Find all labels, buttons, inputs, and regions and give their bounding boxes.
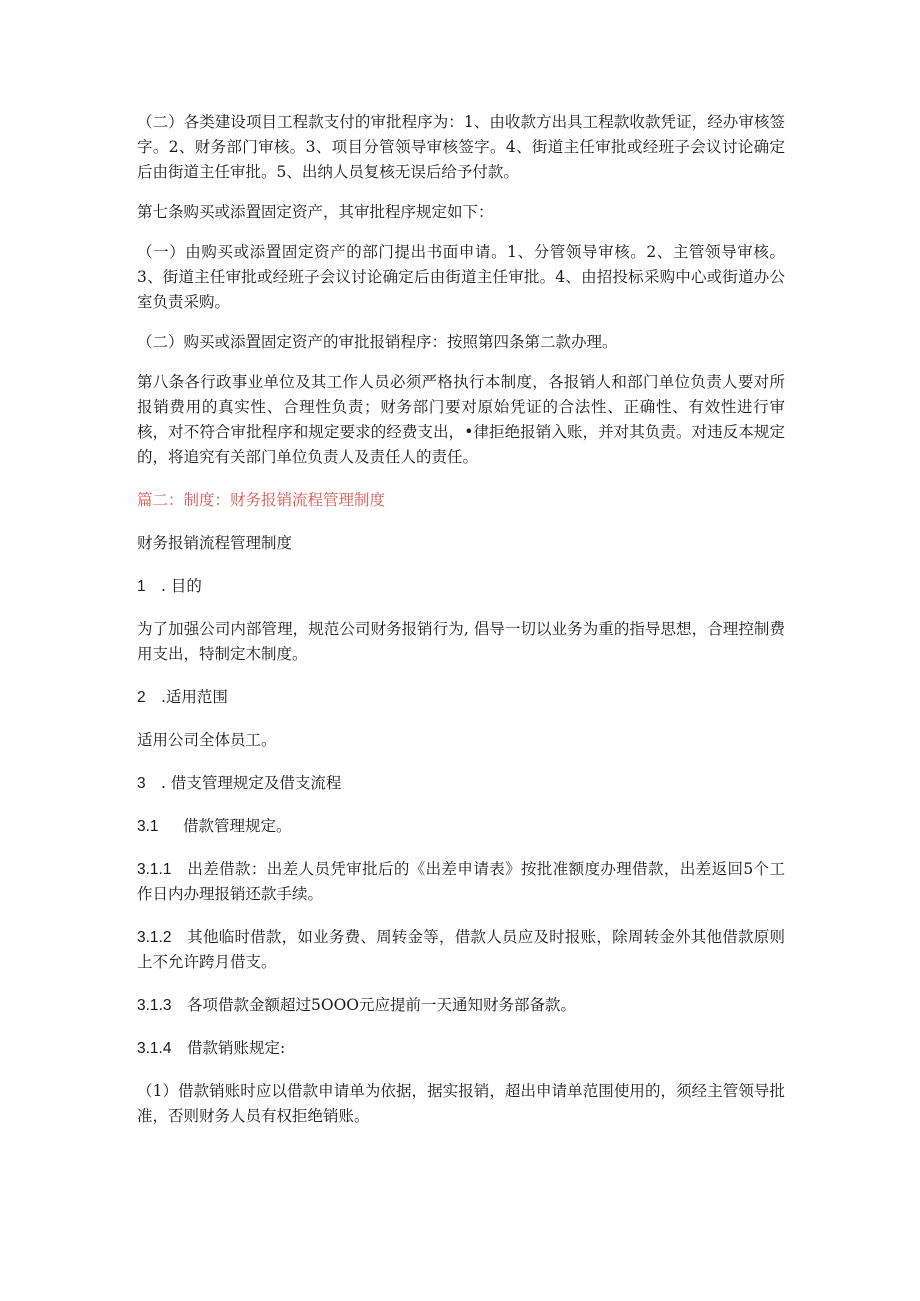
paragraph-article-8: 第八条各行政事业单位及其工作人员必须严格执行本制度，各报销人和部门单位负责人要对所报销费用的真实性、合理性负责；财务部门要对原始凭证的合法性、正确性、有效性进行审核，对不符合审批程序和规定要求的经费支出，•律拒绝报销入账，并对其负责。对违反本规定的，将追究有关部门单位负责人及责任人的责任。 [137,373,785,466]
section-number: 3.1.4 [137,1040,172,1057]
section-number: 3.1.3 [137,997,172,1014]
section-2-body: 适用公司全体员工。 [137,731,277,749]
section-title: . 借支管理规定及借支流程 [161,774,342,792]
section-body: 各项借款金额超过5OOO元应提前一天通知财务部备款。 [187,996,576,1014]
document-title: 财务报销流程管理制度 [137,534,293,552]
document-page [137,110,785,1129]
section-body: 借款销账规定: [187,1039,286,1057]
section-3-1-4 [137,1036,785,1061]
section-number: 3 [137,775,146,792]
section-number: 2 [137,689,146,706]
section-body: 出差借款：出差人员凭审批后的《出差申请表》按批准额度办理借款，出差返回5个工作日内办理报销还款手续。 [137,860,785,903]
section-1-body: 为了加强公司内部管理，规范公司财务报销行为, 倡导一切以业务为重的指导思想，合理控制费用支出，特制定木制度。 [137,620,785,663]
section-title: 借款管理规定。 [183,817,292,835]
section-2-heading [137,685,785,710]
section-number: 3.1.2 [137,929,172,946]
section-3-heading [137,771,785,796]
section-3-1-heading [137,814,785,839]
section-3-1-4-item-1: （1）借款销账时应以借款申请单为依据，据实报销，超出申请单范围使用的，须经主管领导批准，否则财务人员有权拒绝销账。 [137,1082,785,1125]
section-title: . 目的 [161,577,202,595]
section-number: 1 [137,578,146,595]
section-number: 3.1.1 [137,861,172,878]
section-number: 3.1 [137,818,159,835]
paragraph-article-7: 第七条购买或添置固定资产，其审批程序规定如下： [137,203,494,221]
section-body: 其他临时借款，如业务费、周转金等，借款人员应及时报账，除周转金外其他借款原则上不允许跨月借支。 [137,928,785,971]
paragraph-fixed-asset-application: （一）由购买或添置固定资产的部门提出书面申请。1、分管领导审核。2、主管领导审核。3、街道主任审批或经班子会议讨论确定后由街道主任审批。4、由招投标采购中心或街道办公室负责采购。 [137,243,785,311]
section-1-heading [137,574,785,599]
paragraph-fixed-asset-reimbursement: （二）购买或添置固定资产的审批报销程序：按照第四条第二款办理。 [137,333,618,351]
paragraph-construction-payment: （二）各类建设项目工程款支付的审批程序为：1、由收款方出具工程款收款凭证，经办审核签字。2、财务部门审核。3、项目分管领导审核签字。4、街道主任审批或经班子会议讨论确定后由街道主任审批。5、出纳人员复核无误后给予付款。 [137,113,785,181]
section-title: .适用范围 [161,688,228,706]
section-3-1-2 [137,925,785,975]
section-3-1-3 [137,993,785,1018]
section-heading: 篇二：制度：财务报销流程管理制度 [137,491,386,509]
section-3-1-1 [137,857,785,907]
